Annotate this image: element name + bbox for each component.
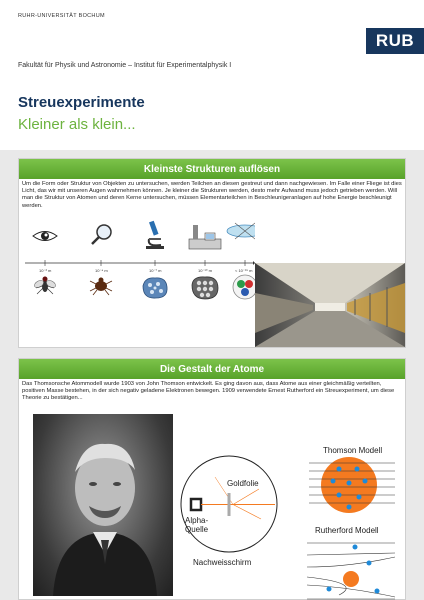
fly-icon: [33, 277, 57, 295]
panel-atoms: [18, 358, 406, 600]
scale-label-1: 10⁻⁴ m: [95, 268, 108, 273]
panel-text: Um die Form oder Struktur von Objekten zu untersuchen, werden Teilchen an diesen gestreut und dann nachgewiesen. Im Falle einer Fliege ist dies Licht, das wir mit unseren Augen wahrnehmen können. Je kleiner die Strukturen werden, desto mehr Aufwand muss jedoch getrieben werden. Will man die Struktur von Atomen und deren Kerne untersuchen, müssen Elementarteilchen in Beschleunigeranlagen auf hohe Energie beschleunigt werden.: [22, 181, 402, 209]
rub-logo[interactable]: RUB: [366, 28, 424, 54]
cell-icon: [143, 278, 167, 298]
label-source: Quelle: [185, 525, 209, 534]
rutherford-portrait: [33, 414, 173, 596]
scattering-diagram: [163, 419, 407, 600]
university-name: RUHR-UNIVERSITÄT BOCHUM: [18, 13, 105, 19]
panel-heading: Kleinste Strukturen auflösen: [19, 159, 405, 179]
scale-label-0: 10⁻³ m: [39, 268, 52, 273]
scale-label-3: 10⁻¹⁰ m: [198, 268, 212, 273]
scale-diagram: [23, 219, 255, 339]
label-alpha: Alpha-: [185, 516, 209, 525]
eye-icon: [33, 232, 57, 241]
accelerator-icon: [227, 223, 255, 239]
label-rutherford: Rutherford Modell: [315, 526, 379, 535]
rutherford-nucleus: [343, 571, 359, 587]
label-thomson: Thomson Modell: [323, 446, 383, 455]
panel-heading: Die Gestalt der Atome: [19, 359, 405, 379]
panel-text: Das Thomsonsche Atommodell wurde 1903 von John Thomson entwickelt. Es ging davon aus, dass Atome aus einer gleichmäßig verteilten, positiven Masse bestehen, in der sich negativ geladene Elektronen bewegen. 1909 verwendete Ernest Rutherford ein Streuexperiment, um diese Theorie zu bestätigen...: [22, 381, 395, 402]
label-screen: Nachweisschirm: [193, 558, 252, 567]
accelerator-tunnel-photo: [255, 263, 405, 347]
faculty-line: Fakultät für Physik und Astronomie – Institut für Experimentalphysik I: [18, 62, 232, 69]
page-title: Streuexperimente: [18, 94, 145, 111]
electron-microscope-icon: [189, 225, 221, 249]
quark-icon: [233, 275, 255, 299]
header: [0, 0, 424, 60]
mite-icon: [90, 278, 112, 296]
scale-label-4: < 10⁻¹⁵ m: [235, 268, 253, 273]
magnifier-icon: [92, 225, 111, 244]
atom-lattice-icon: [192, 277, 218, 299]
scale-label-2: 10⁻⁷ m: [149, 268, 162, 273]
label-goldfoil: Goldfolie: [227, 479, 259, 488]
alpha-source: [191, 499, 201, 510]
microscope-icon: [146, 221, 164, 249]
page-subtitle: Kleiner als klein...: [18, 116, 136, 133]
panel-structures: [18, 158, 406, 348]
